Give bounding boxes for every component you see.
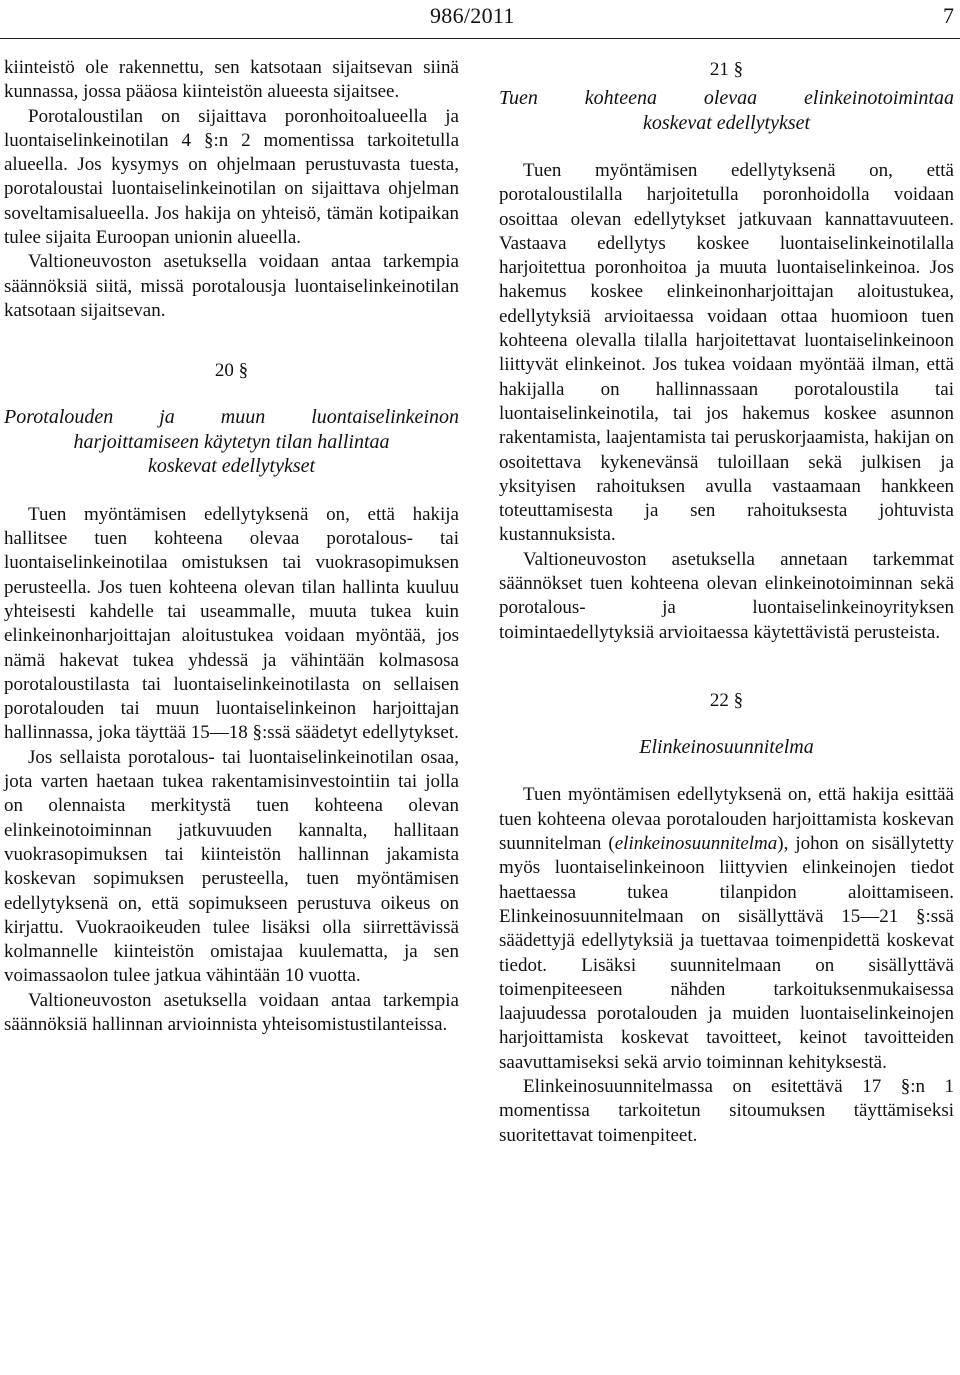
paragraph: Elinkeinosuunnitelmassa on esitettävä 17 §:n 1 momentissa tarkoitetun sitoumuksen täyttämiseksi suoritettavat toimenpiteet. <box>499 1076 954 1146</box>
page-header <box>0 0 960 42</box>
paragraph: Valtioneuvoston asetuksella voidaan antaa tarkempia säännöksiä hallinnan arvioinnista yhteisomistustilanteissa. <box>4 989 459 1035</box>
paragraph: Porotaloustilan on sijaittava poronhoitoalueella ja luontaiselinkeinotilan 4 §:n 2 momentissa tarkoitetulla alueella. Jos kysymys on ohjelmaan perustuvasta tuesta, porotaloustai luontaiselinkeinotilan on sijaittava ohjelman soveltamisalueella. Jos hakija on yhteisö, tämän kotipaikan tulee sijaita Euroopan unionin alueella. <box>4 105 459 249</box>
paragraph-text: ), johon on sisällytetty myös luontaiselinkeinoon liittyvien elinkeinojen tiedot haettaessa tukea tilanpidon aloittamiseen. Elinkeinosuunnitelmaan on sisällyttävä 15—21 §:ssä säädettyjä edellytyksiä ja tuettavaa toimenpidettä koskevat tiedot. Lisäksi suunnitelmaan on sisällyttävä toimenpiteeseen nähden tarkoituksenmukaisessa laajuudessa porotalouden ja muiden luontaiselinkeinojen harjoittamista koskevat tavoitteet, keinot tavoitteiden saavuttamiseksi sekä arvio toiminnan kehityksestä. <box>499 833 955 1073</box>
section-number: 22 § <box>709 689 744 711</box>
section-title-line: koskevat edellytykset <box>642 111 811 134</box>
right-column <box>499 58 954 1148</box>
section-number: 21 § <box>709 59 744 80</box>
paragraph: Tuen myöntämisen edellytyksenä on, että porotaloustilalla harjoitetulla poronhoidolla voidaan osoittaa olevan edellytykset jatkuvaan kannattavuuteen. Vastaava edellytys koskee luontaiselinkeinotilalla harjoitettua poronhoitoa ja muuta luontaiselinkeinoa. Jos hakemus koskee elinkeinonharjoittajan aloitustukea, edellytyksiä arvioitaessa voidaan ottaa huomioon tuen kohteena olevalla tilalla harjoitettavat luontaiselinkeinoon liittyvät elinkeinot. Jos tukea voidaan myöntää ilman, että hakijalla on hallinnassaan porotaloustila tai luontaiselinkeinotila, tai jos hakemus koskee asunnon rakentamista, laajentamista tai peruskorjaamista, hakijan on osoitettava kykenevänsä tuloillaan sekä julkisen ja yksityisen rahoituksen avulla vastaamaan hankkeen toteuttamisesta ja sen rahoituksesta johtuvista kustannuksista. <box>499 160 954 546</box>
left-column <box>4 56 459 1037</box>
paragraph-continued: kiinteistö ole rakennettu, sen katsotaan sijaitsevan siinä kunnassa, jossa pääosa kiinteistön alueesta sijaitsee. <box>4 57 459 103</box>
section-title-line: Tuen kohteena olevaa elinkeinotoimintaa <box>499 87 954 109</box>
paragraph: Tuen myöntämisen edellytyksenä on, että hakija hallitsee tuen kohteena olevaa porotalous- tai luontaiselinkeinotilaa omistuksen tai vuokrasopimuksen perusteella. Jos tuen kohteena olevan tilan hallinta kuuluu yhteisesti kahdelle tai useammalle, muuta tukea kuin elinkeinonharjoittajan aloitustukea voidaan myöntää, jos nämä hakevat tukea yhdessä ja vähintään kolmasosa porotaloustilasta tai luontaiselinkeinotilasta on sellaisen porotalouden tai muun luontaiselinkeinon harjoittajan hallinnassa, joka täyttää 15—18 §:ssä säädetyt edellytykset. <box>4 503 459 744</box>
section-number: 20 § <box>214 360 249 382</box>
section-title-line: harjoittamiseen käytetyn tilan hallintaa <box>73 430 390 453</box>
defined-term: elinkeinosuunnitelma <box>614 833 778 855</box>
page-number: 7 <box>943 3 954 28</box>
paragraph-text: Tuen myöntämisen edellytyksenä on, että hakija esittää tuen kohteena olevaa porotalouden harjoittamista koskevan suunnitelman ( <box>499 784 954 855</box>
section-title-line: Porotalouden ja muun luontaiselinkeinon <box>4 406 459 429</box>
section-title-line: koskevat edellytykset <box>147 455 316 478</box>
section-title: Elinkeinosuunnitelma <box>639 735 814 758</box>
paragraph: Valtioneuvoston asetuksella voidaan antaa tarkempia säännöksiä siitä, missä porotalousja luontaiselinkeinotilan katsotaan sijaitsevan. <box>4 251 459 321</box>
header-rule <box>0 38 960 39</box>
paragraph: Jos sellaista porotalous- tai luontaiselinkeinotilan osaa, jota varten haetaan tukea rakentamisinvestointiin tai jolla on olennaista merkitystä tuen kohteena olevan elinkeinotoiminnan jatkuvuuden kannalta, hallitaan vuokrasopimuksen tai kiinteistön hallinnan jakamista koskevan sopimuksen perusteella, tuen myöntämisen edellytyksenä on, että sopimukseen perustuva oikeus on kirjattu. Vuokraoikeuden tulee lisäksi olla siirrettävissä kolmannelle kiinteistön omistajaa kuulematta, ja sen voimassaolon tulee jatkua vähintään 10 vuotta. <box>4 746 459 987</box>
paragraph: Valtioneuvoston asetuksella annetaan tarkemmat säännökset tuen kohteena olevan elinkeinotoiminnan sekä porotalous- ja luontaiselinkeinoyrityksen toimintaedellytyksiä arvioitaessa käytettävistä perusteista. <box>499 548 954 643</box>
paragraph <box>499 783 954 1075</box>
document-number: 986/2011 <box>430 3 515 28</box>
